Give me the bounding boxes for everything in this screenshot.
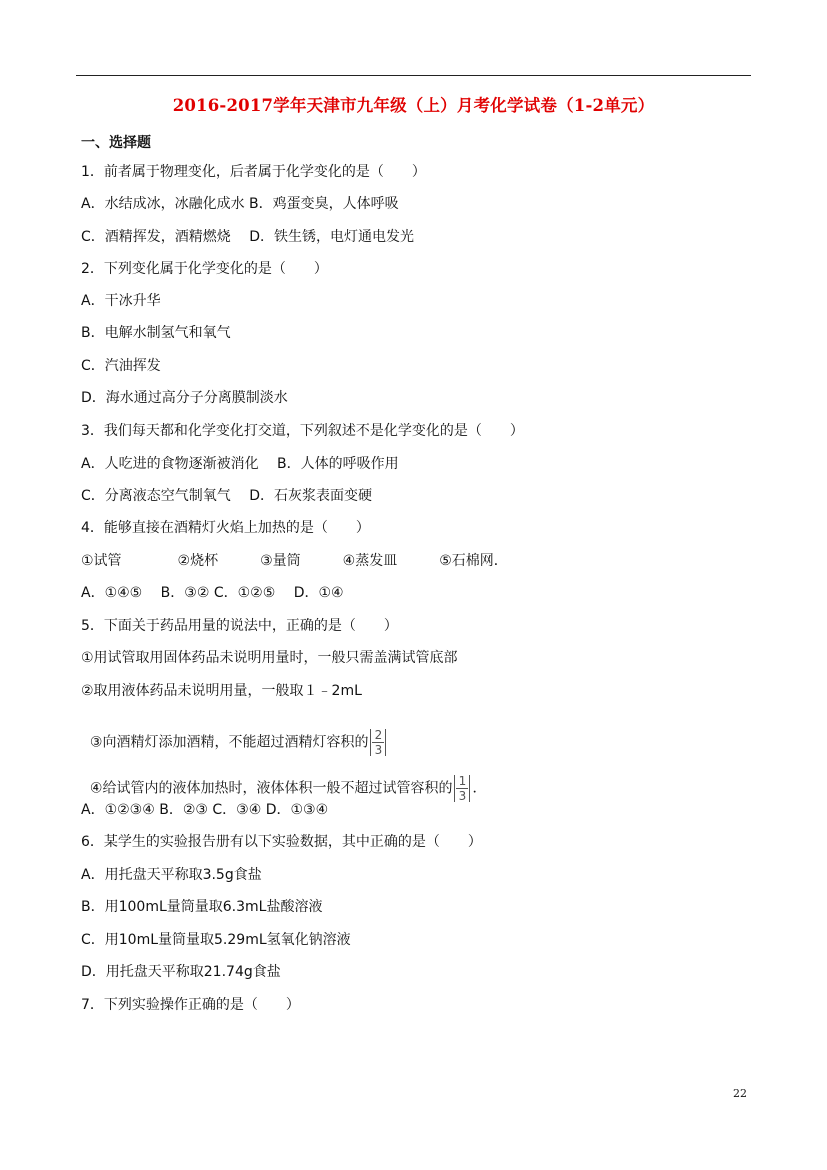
q3-option-cd: C．分离液态空气制氧气 D．石灰浆表面变硬	[81, 488, 373, 504]
fraction-denominator: 3	[374, 743, 383, 757]
question-6: 6．某学生的实验报告册有以下实验数据，其中正确的是（ ）	[81, 834, 482, 850]
question-1: 1．前者属于物理变化，后者属于化学变化的是（ ）	[81, 164, 426, 180]
q3-option-ab: A．人吃进的食物逐渐被消化 B．人体的呼吸作用	[81, 456, 399, 472]
q4-options: A．①④⑤ B．③② C．①②⑤ D．①④	[81, 585, 344, 601]
q6-option-a: A．用托盘天平称取3.5g食盐	[81, 867, 262, 883]
q6-option-c: C．用10mL量筒量取5.29mL氢氧化钠溶液	[81, 932, 351, 948]
q5-statement-2: ②取用液体药品未说明用量，一般取１﹣2mL	[81, 683, 362, 699]
section-heading: 一、选择题	[81, 135, 151, 151]
q5-statement-3	[81, 711, 388, 756]
q5-options: A．①②③④ B．②③ C．③④ D．①③④	[81, 802, 329, 818]
fraction-denominator: 3	[458, 789, 467, 803]
question-2: 2．下列变化属于化学变化的是（ ）	[81, 261, 328, 277]
question-4: 4．能够直接在酒精灯火焰上加热的是（ ）	[81, 520, 370, 536]
q6-option-d: D．用托盘天平称取21.74g食盐	[81, 964, 281, 980]
q6-option-b: B．用100mL量筒量取6.3mL盐酸溶液	[81, 899, 323, 915]
q2-option-d: D．海水通过高分子分离膜制淡水	[81, 390, 288, 406]
q5-statement-4-text: ④给试管内的液体加热时，液体体积一般不超过试管容积的	[89, 780, 453, 797]
fraction-one-third	[454, 775, 470, 802]
page-number: 22	[733, 1087, 747, 1100]
statement-period: ．	[472, 780, 487, 797]
q5-statement-1: ①用试管取用固体药品未说明用量时，一般只需盖满试管底部	[81, 650, 458, 666]
q1-option-cd: C．酒精挥发，酒精燃烧 D．铁生锈，电灯通电发光	[81, 229, 415, 245]
fraction-two-thirds	[370, 729, 386, 756]
question-3: 3．我们每天都和化学变化打交道，下列叙述不是化学变化的是（ ）	[81, 423, 524, 439]
q5-statement-3-text: ③向酒精灯添加酒精，不能超过酒精灯容积的	[89, 734, 369, 751]
question-7: 7．下列实验操作正确的是（ ）	[81, 997, 300, 1013]
q5-statement-4	[81, 757, 486, 802]
fraction-numerator: 2	[374, 728, 383, 742]
q1-option-ab: A．水结成冰，冰融化成水 B．鸡蛋变臭，人体呼吸	[81, 196, 399, 212]
question-5: 5．下面关于药品用量的说法中，正确的是（ ）	[81, 618, 398, 634]
q2-option-b: B．电解水制氢气和氧气	[81, 325, 231, 341]
page-title: 2016-2017学年天津市九年级（上）月考化学试卷（1-2单元）	[172, 96, 655, 115]
fraction-numerator: 1	[458, 774, 467, 788]
q2-option-c: C．汽油挥发	[81, 358, 161, 374]
q2-option-a: A．干冰升华	[81, 293, 161, 309]
q4-items: ①试管 ②烧杯 ③量筒 ④蒸发皿 ⑤石棉网．	[81, 553, 508, 569]
header-rule	[76, 75, 751, 76]
